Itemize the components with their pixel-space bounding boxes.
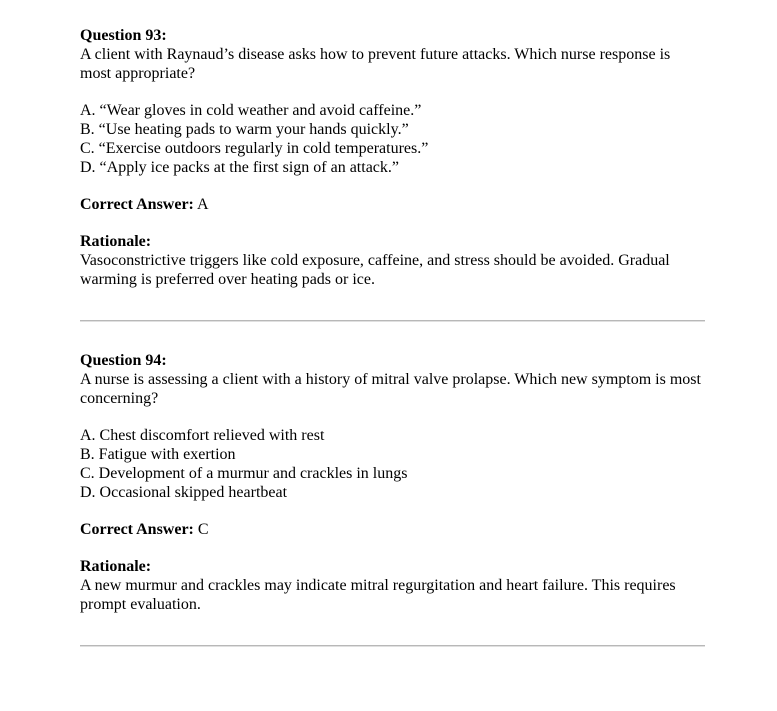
option-c: C. Development of a murmur and crackles in lungs bbox=[80, 465, 408, 482]
option-b: B. “Use heating pads to warm your hands quickly.” bbox=[80, 121, 409, 138]
rationale bbox=[80, 557, 705, 614]
question-93 bbox=[80, 26, 705, 289]
question-title: Question 93: bbox=[80, 27, 167, 44]
correct-answer bbox=[80, 195, 705, 214]
rationale-text: A new murmur and crackles may indicate mitral regurgitation and heart failure. This requires prompt evaluation. bbox=[80, 577, 676, 613]
section-divider bbox=[80, 645, 705, 647]
rationale-text: Vasoconstrictive triggers like cold exposure, caffeine, and stress should be avoided. Gradual warming is preferred over heating pads or ice. bbox=[80, 252, 670, 288]
rationale-label: Rationale: bbox=[80, 558, 152, 575]
section-divider bbox=[80, 320, 705, 322]
answer-options bbox=[80, 426, 705, 502]
option-d: D. “Apply ice packs at the first sign of an attack.” bbox=[80, 159, 399, 176]
option-d: D. Occasional skipped heartbeat bbox=[80, 484, 288, 501]
correct-answer-label: Correct Answer: bbox=[80, 196, 194, 213]
option-a: A. Chest discomfort relieved with rest bbox=[80, 427, 325, 444]
correct-answer bbox=[80, 520, 705, 539]
answer-options bbox=[80, 101, 705, 177]
question-94 bbox=[80, 351, 705, 614]
correct-answer-value: C bbox=[197, 521, 209, 538]
correct-answer-label: Correct Answer: bbox=[80, 521, 194, 538]
option-b: B. Fatigue with exertion bbox=[80, 446, 236, 463]
rationale-label: Rationale: bbox=[80, 233, 152, 250]
question-stem: A nurse is assessing a client with a history of mitral valve prolapse. Which new symptom is most concerning? bbox=[80, 371, 701, 407]
option-a: A. “Wear gloves in cold weather and avoid caffeine.” bbox=[80, 102, 422, 119]
rationale bbox=[80, 232, 705, 289]
option-c: C. “Exercise outdoors regularly in cold temperatures.” bbox=[80, 140, 429, 157]
correct-answer-value: A bbox=[197, 196, 209, 213]
question-stem: A client with Raynaud’s disease asks how to prevent future attacks. Which nurse response is most appropriate? bbox=[80, 46, 671, 82]
question-title: Question 94: bbox=[80, 352, 167, 369]
